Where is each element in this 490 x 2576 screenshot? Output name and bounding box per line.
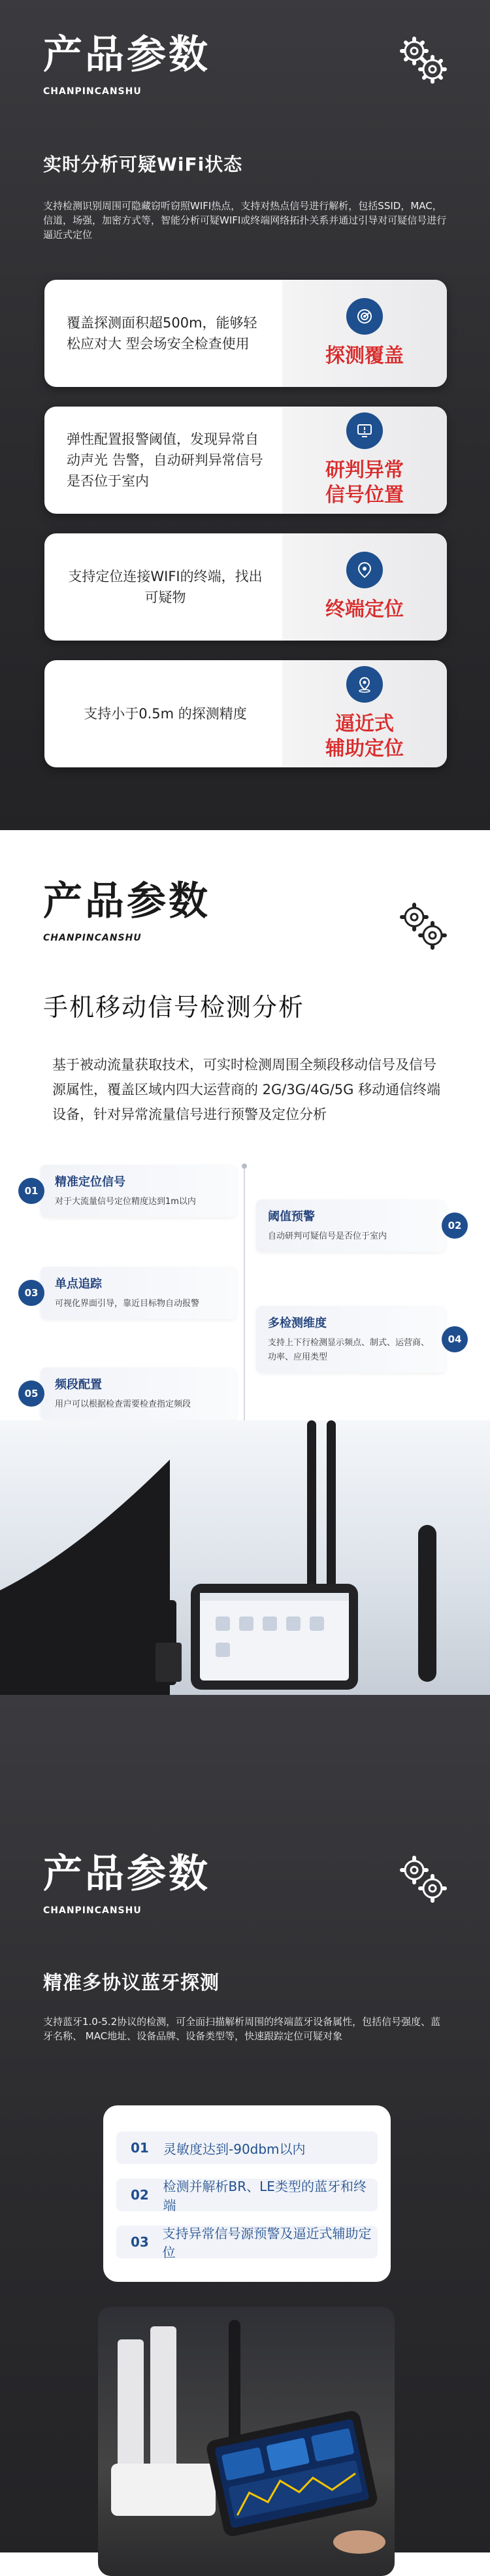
card-label: 逼近式 辅助定位 [325,712,404,760]
item-text: 检测并解析BR、LE类型的蓝牙和终端 [163,2179,367,2213]
feature-card-terminal-location [44,533,447,641]
card-text: 支持定位连接WIFI的终端，找出可疑物 [68,569,263,605]
card-text: 弹性配置报警阈值，发现异常自动声光 告警，自动研判异常信号是否位于室内 [67,431,263,489]
section-header [0,1845,490,1930]
list-item [116,2132,378,2164]
card-label: 探测覆盖 [325,344,404,367]
item-text: 支持异常信号源预警及逼近式辅助定位 [162,2226,372,2260]
monitor-alert-icon [346,412,383,449]
feature-timeline [0,1163,490,1445]
feature-desc: 支持上下行检测显示频点、制式、运营商、功率、应用类型 [268,1338,430,1362]
section-pinyin: CHANPINCANSHU [43,86,142,97]
section-subtitle: 精准多协议蓝牙探测 [43,1971,220,1994]
feature-number: 03 [18,1280,44,1306]
feature-title: 精准定位信号 [55,1175,125,1189]
feature-item [256,1199,468,1252]
feature-card-coverage [44,280,447,387]
feature-number: 05 [18,1380,44,1407]
section-description: 支持检测识别周围可隐藏窃听窃照WIFI热点，支持对热点信号进行解析，包括SSID，MAC，信道，场强，加密方式等，智能分析可疑WIFI或终端网络拓扑关系并通过引导对可疑信号进行逼近式定位 [43,200,447,241]
timeline-divider [244,1163,245,1445]
feature-title: 单点追踪 [55,1277,102,1291]
feature-number: 02 [442,1213,468,1239]
feature-desc: 对于大流量信号定位精度达到1m以内 [55,1197,196,1207]
feature-desc: 用户可以根据检查需要检查指定频段 [55,1399,191,1409]
location-pin-icon [346,552,383,588]
item-text: 灵敏度达到-90dbm以内 [163,2141,306,2157]
feature-desc: 自动研判可疑信号是否位于室内 [268,1231,387,1241]
section-mobile-signal [0,830,490,1695]
section-description: 支持蓝牙1.0-5.2协议的检测，可全面扫描解析周围的终端蓝牙设备属性，包括信号强度、蓝牙名称、 MAC地址、设备品牌、设备类型等，快速跟踪定位可疑对象 [43,2016,441,2042]
gears-icon [396,33,449,86]
feature-item [18,1165,237,1217]
card-text: 支持小于0.5m 的探测精度 [84,706,247,722]
feature-item [256,1306,468,1373]
section-wifi-analysis [0,0,490,830]
feature-item [18,1367,237,1420]
card-label: 研判异常 信号位置 [325,459,404,507]
section-header [0,26,490,111]
feature-card-indoor-judgment [44,407,447,514]
feature-number: 04 [442,1326,468,1352]
item-number: 03 [131,2234,149,2250]
section-description: 基于被动流量获取技术，可实时检测周围全频段移动信号及信号源属性，覆盖区域内四大运营商的 2G/3G/4G/5G 移动通信终端设备，针对异常流量信号进行预警及定位分析 [52,1057,441,1122]
gears-icon [396,1852,449,1905]
radar-icon [346,298,383,335]
card-label: 终端定位 [325,598,404,621]
section-title: 产品参数 [43,1851,210,1897]
item-number: 01 [131,2140,149,2156]
item-number: 02 [131,2187,149,2203]
section-bluetooth-detection [0,1695,490,2552]
feature-item [18,1267,237,1319]
feature-desc: 可视化界面引导，靠近目标物自动报警 [55,1299,200,1309]
target-pin-icon [346,666,383,703]
section-subtitle: 实时分析可疑WiFi状态 [43,154,243,175]
product-photo-bluetooth-detector [98,2307,395,2576]
section-pinyin: CHANPINCANSHU [43,1905,142,1916]
list-item [116,2179,378,2211]
section-pinyin: CHANPINCANSHU [43,933,142,943]
feature-number: 01 [18,1178,44,1204]
bluetooth-spec-list [103,2105,391,2282]
list-item [116,2226,378,2258]
card-text: 覆盖探测面积超500m，能够轻松应对大 型会场安全检查使用 [67,315,257,352]
section-title: 产品参数 [43,32,210,78]
section-subtitle: 手机移动信号检测分析 [43,993,305,1022]
gears-icon [396,899,449,952]
feature-card-approach-location [44,660,447,767]
feature-title: 多检测维度 [268,1316,327,1330]
feature-title: 频段配置 [55,1378,102,1392]
product-photo-mobile-detector [0,1420,490,1695]
section-title: 产品参数 [43,878,210,924]
feature-title: 阈值预警 [268,1210,315,1224]
section-header [0,873,490,958]
